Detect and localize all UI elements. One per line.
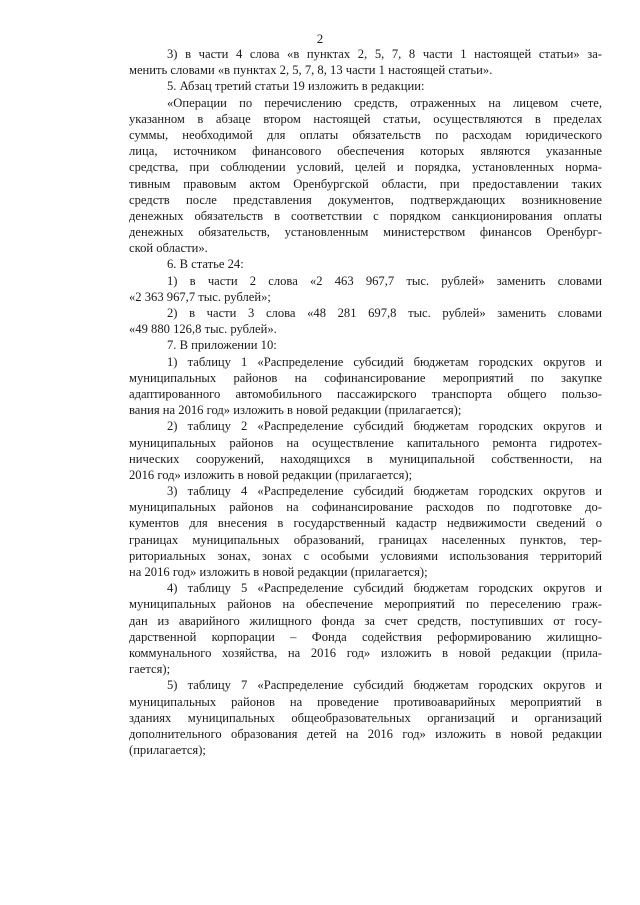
text-line: муниципальных районов на осуществление капитального ремонта гидротех- [129,435,602,450]
text-line: муниципальных районов на проведение противоаварийных мероприятий в [129,694,602,709]
paragraph [129,483,602,580]
text-line: «49 880 126,8 тыс. рублей». [129,322,277,337]
text-line: 3) таблицу 4 «Распределение субсидий бюджетам городских округов и [167,484,602,499]
text-line: менить словами «в пунктах 2, 5, 7, 8, 13 части 1 настоящей статьи». [129,63,493,78]
text-line: дополнительного образования детей на 2016 год» изложить в новой редакции [129,726,602,741]
text-line: 7. В приложении 10: [167,338,277,353]
text-line: 5) таблицу 7 «Распределение субсидий бюджетам городских округов и [167,678,602,693]
text-line: денежных обязательств, установленным министерством финансов Оренбург- [129,225,602,240]
text-line: дан из аварийного жилищного фонда за счет средств, поступивших от госу- [129,613,602,628]
text-line: «Операции по перечислению средств, отраженных на лицевом счете, [167,95,602,110]
text-line: средства, при соблюдении условий, целей и порядка, установленных норма- [129,160,602,175]
text-line: вания на 2016 год» изложить в новой редакции (прилагается); [129,403,462,418]
paragraph [129,354,602,419]
text-line: 1) в части 2 слова «2 463 967,7 тыс. рублей» заменить словами [167,273,602,288]
paragraph [129,273,602,305]
text-line: дарственной корпорации – Фонда содействия реформированию жилищно- [129,629,602,644]
text-line: риториальных зонах, зонах с особыми условиями использования территорий [129,548,602,563]
text-line: тивным правовым актом Оренбургской области, при предоставлении таких [129,176,602,191]
text-line: лица, источником финансового обеспечения которых являются указанные [129,144,602,159]
text-line: зданиях муниципальных общеобразовательных организаций и организаций [129,710,602,725]
text-line: 4) таблицу 5 «Распределение субсидий бюджетам городских округов и [167,581,602,596]
text-line: 1) таблицу 1 «Распределение субсидий бюджетам городских округов и [167,354,602,369]
page-number: 2 [316,31,324,46]
text-line: муниципальных районов на софинансирование мероприятий по закупке [129,370,602,385]
text-line: нических сооружений, находящихся в муниципальной собственности, на [129,451,602,466]
paragraph [129,580,602,677]
paragraph [129,677,602,758]
paragraph [129,95,602,257]
paragraph [129,46,602,78]
paragraph [129,78,602,94]
text-line: адаптированного автомобильного пассажирского транспорта общего пользо- [129,386,602,401]
text-line: 3) в части 4 слова «в пунктах 2, 5, 7, 8 части 1 настоящей статьи» за- [167,47,602,61]
text-line: ской области». [129,241,208,256]
document-body [129,46,602,758]
text-line: 2016 год» изложить в новой редакции (прилагается); [129,467,413,482]
text-line: (прилагается); [129,743,206,758]
text-line: 2) таблицу 2 «Распределение субсидий бюджетам городских округов и [167,419,602,434]
text-line: коммунального хозяйства, на 2016 год» изложить в новой редакции (прила- [129,645,602,660]
paragraph [129,256,602,272]
text-line: средств после представления документов, подтверждающих возникновение [129,192,602,207]
text-line: кументов для внесения в государственный кадастр недвижимости сведений о [129,516,602,531]
text-line: 6. В статье 24: [167,257,244,272]
text-line: суммы, необходимой для оплаты обязательств по расходам юридического [129,127,602,142]
text-line: «2 363 967,7 тыс. рублей»; [129,289,271,304]
text-line: на 2016 год» изложить в новой редакции (прилагается); [129,565,428,579]
text-line: муниципальных районов на обеспечение мероприятий по переселению граж- [129,597,602,612]
text-line: границах муниципальных образований, границах населенных пунктов, тер- [129,532,602,547]
text-line: 5. Абзац третий статьи 19 изложить в редакции: [167,79,425,94]
text-line: указанном в абзаце втором настоящей статьи, осуществляются в пределах [129,111,602,126]
text-line: гается); [129,662,171,677]
paragraph [129,305,602,337]
paragraph [129,418,602,483]
text-line: денежных обязательств в соответствии с порядком санкционирования оплаты [129,208,602,223]
paragraph [129,337,602,353]
text-line: муниципальных районов на софинансирование расходов по подготовке до- [129,500,602,515]
text-line: 2) в части 3 слова «48 281 697,8 тыс. рублей» заменить словами [167,306,602,320]
